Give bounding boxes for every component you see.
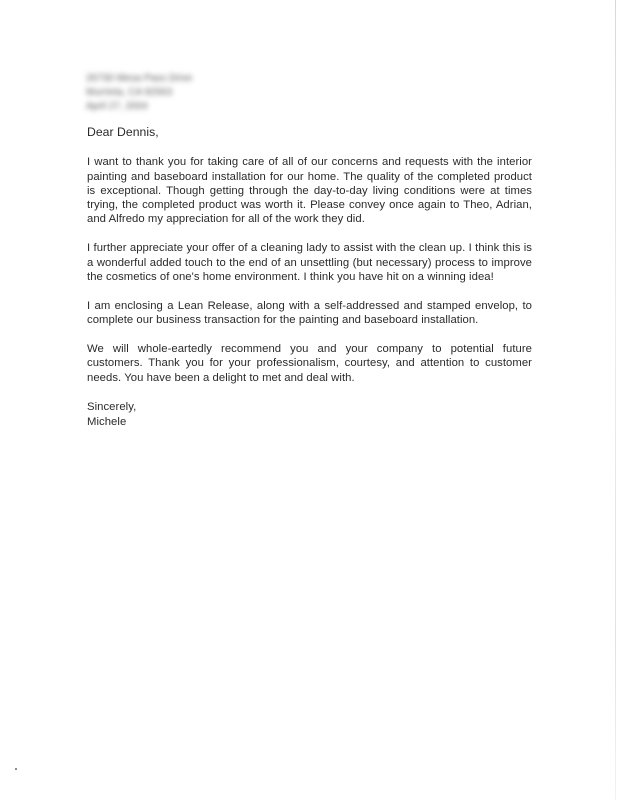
- letter-body: [87, 125, 532, 430]
- scan-edge-shadow: [615, 0, 616, 800]
- address-line-1: 26730 Mesa Pass Drive: [86, 73, 193, 84]
- address-date: April 27, 2004: [86, 101, 148, 112]
- paragraph-recommendation: We will whole-eartedly recommend you and your company to potential future customers. Thank you for your professionalism, courtesy, and attention to customer needs. You have been a delight to met and deal with.: [87, 343, 532, 384]
- sender-address-blurred: [86, 72, 236, 114]
- paragraph-thanks: I want to thank you for taking care of all of our concerns and requests with the interior painting and baseboard installation for our home. The quality of the completed product is exceptional. Though getting through the day-to-day living conditions were at times trying, the completed product was worth it. Please convey once again to Theo, Adrian, and Alfredo my appreciation for all of the work they did.: [87, 156, 532, 226]
- scan-speck: [15, 768, 17, 770]
- salutation: Dear Dennis,: [87, 125, 159, 139]
- address-line-2: Murrieta, CA 92563: [86, 87, 173, 98]
- paragraph-lean-release: I am enclosing a Lean Release, along with a self-addressed and stamped envelop, to complete our business transaction for the painting and baseboard installation.: [87, 299, 532, 327]
- paragraph-cleaning: I further appreciate your offer of a cleaning lady to assist with the clean up. I think this is a wonderful added touch to the end of an unsettling (but necessary) process to improve the cosmetics of one's home environment. I think you have hit on a winning idea!: [87, 242, 532, 283]
- closing-block: [87, 400, 532, 430]
- closing-phrase: Sincerely,: [87, 400, 137, 413]
- signature-name: Michele: [87, 415, 127, 428]
